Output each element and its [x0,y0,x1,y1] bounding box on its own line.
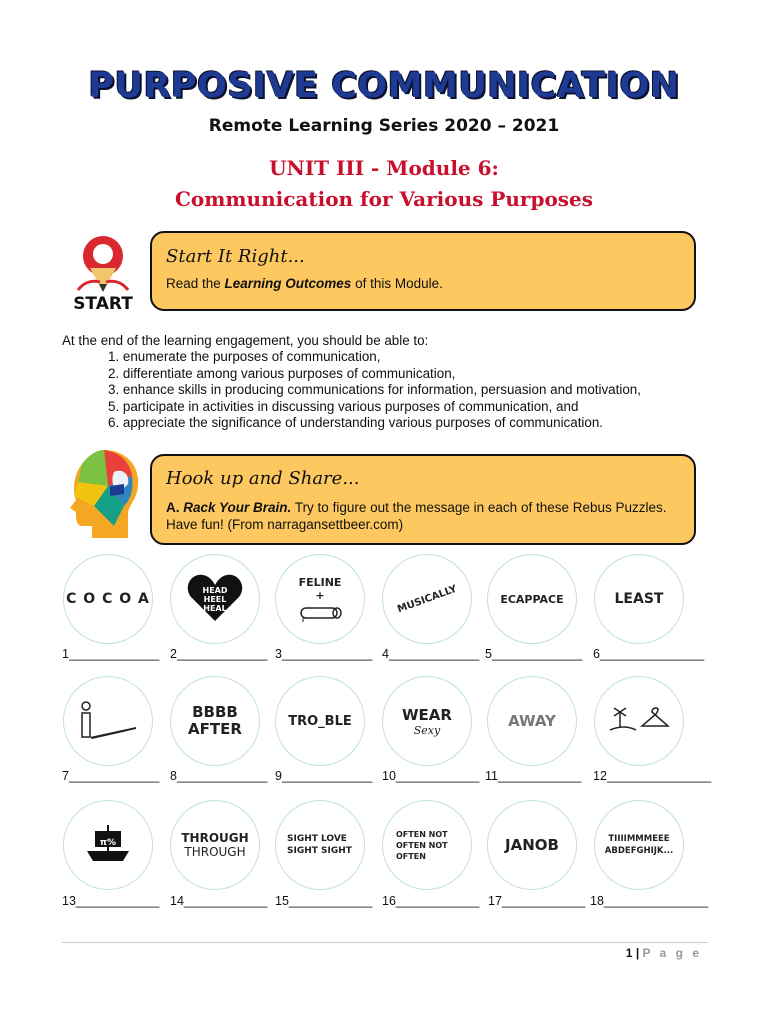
series-subtitle: Remote Learning Series 2020 – 2021 [208,116,560,136]
rebus-puzzle-11 [487,676,577,766]
rebus-puzzle-10 [382,676,472,766]
hook-callout-body [166,499,667,533]
answer-blank-14[interactable]: 14____________ [170,894,268,908]
rebus-puzzle-15 [275,800,365,890]
rebus-puzzle-7 [63,676,153,766]
puzzle-text: OFTEN NOT OFTEN NOT OFTEN [396,829,448,861]
footer-divider [62,942,708,943]
rebus-puzzle-8 [170,676,260,766]
puzzle-text: JANOB [505,836,559,854]
answer-blank-17[interactable]: 17____________ [488,894,586,908]
puzzle-text: TIIIIMMMEEE ABDEFGHIJK... [604,834,674,856]
start-body-post: of this Module. [351,276,443,291]
unit-heading: UNIT III - Module 6: [269,156,499,180]
rebus-puzzle-2 [170,554,260,644]
outcome-item: 6. appreciate the significance of understanding various purposes of communication. [108,415,604,430]
outcomes-list [108,349,641,432]
rebus-puzzle-6 [594,554,684,644]
puzzle-text: LEAST [614,591,664,607]
rebus-puzzle-18 [594,800,684,890]
start-body-pre: Read the [166,276,225,291]
outcomes-intro: At the end of the learning engagement, you should be able to: [62,333,429,348]
log-icon [297,602,343,622]
answer-blank-7[interactable]: 7_____________ [62,769,160,783]
outcome-item: 5. participate in activities in discussing various purposes of communication, and [108,398,579,414]
activity-name: Rack Your Brain. [183,500,292,515]
hook-callout-title: Hook up and Share... [166,468,360,489]
answer-blank-16[interactable]: 16____________ [382,894,480,908]
rebus-puzzle-1 [63,554,153,644]
brain-head-icon [64,446,144,542]
answer-blank-1[interactable]: 1_____________ [62,647,160,661]
answer-blank-18[interactable]: 18_______________ [590,894,709,908]
module-heading: Communication for Various Purposes [174,187,594,211]
answer-blank-4[interactable]: 4_____________ [382,647,480,661]
puzzle-subtext: Sexy [413,723,441,737]
document-title: PURPOSIVE COMMUNICATION [88,66,680,106]
rebus-puzzle-16 [382,800,472,890]
rebus-puzzle-5 [487,554,577,644]
answer-blank-3[interactable]: 3_____________ [275,647,373,661]
puzzle-text: FELINE + [298,576,342,602]
island-and-hanger-icon [606,704,672,738]
puzzle-text: WEAR [402,705,452,724]
answer-blank-2[interactable]: 2_____________ [170,647,268,661]
rebus-puzzle-4 [382,554,472,644]
rebus-puzzle-17 [487,800,577,890]
rebus-puzzle-14 [170,800,260,890]
answer-blank-11[interactable]: 11____________ [485,769,582,783]
hook-callout [150,454,696,545]
activity-instruction: Try to figure out the message in each of these Rebus Puzzles. [291,500,667,515]
answer-blank-6[interactable]: 6_______________ [593,647,705,661]
rebus-puzzle-12 [594,676,684,766]
start-icon-label: START [73,294,133,314]
answer-blank-15[interactable]: 15____________ [275,894,373,908]
page-word: P a g e [642,946,702,960]
start-callout-title: Start It Right... [166,246,305,267]
start-callout-body [166,276,443,291]
puzzle-text: π% [99,838,117,848]
answer-blank-13[interactable]: 13____________ [62,894,160,908]
learning-outcomes-emphasis: Learning Outcomes [224,276,352,291]
outcome-item: 2. differentiate among various purposes of communication, [108,365,456,381]
activity-label: A. [166,500,184,515]
puzzle-text: HEAD HEEL HEAL [202,585,228,613]
puzzle-text: ECAPPACE [500,592,564,606]
puzzle-text: MUSICALLY [395,583,459,615]
rebus-puzzle-9 [275,676,365,766]
answer-blank-9[interactable]: 9_____________ [275,769,373,783]
rebus-puzzle-3 [275,554,365,644]
page-footer [626,946,702,960]
answer-blank-8[interactable]: 8_____________ [170,769,268,783]
puzzle-subtext: THROUGH [184,845,246,859]
puzzle-text: TRO_BLE [288,713,352,729]
puzzle-text: C O C O A [66,591,150,607]
answer-blank-5[interactable]: 5_____________ [485,647,583,661]
outcome-item: 3. enhance skills in producing communications for information, persuasion and motivation, [108,382,641,397]
start-callout [150,231,696,311]
puzzle-text: SIGHT LOVE SIGHT SIGHT [287,834,352,856]
puzzle-text: THROUGH [181,831,249,845]
puzzle-text: BBBB AFTER [188,703,242,738]
rebus-puzzle-13 [63,800,153,890]
activity-source: Have fun! (From narragansettbeer.com) [166,517,404,532]
page-separator: | [635,946,640,960]
puzzle-text: AWAY [508,712,556,730]
i-and-wedge-icon [76,701,140,741]
page-number: 1 [625,946,633,960]
answer-blank-12[interactable]: 12_______________ [593,769,712,783]
outcome-item: 1. enumerate the purposes of communication, [108,349,381,364]
answer-blank-10[interactable]: 10____________ [382,769,480,783]
